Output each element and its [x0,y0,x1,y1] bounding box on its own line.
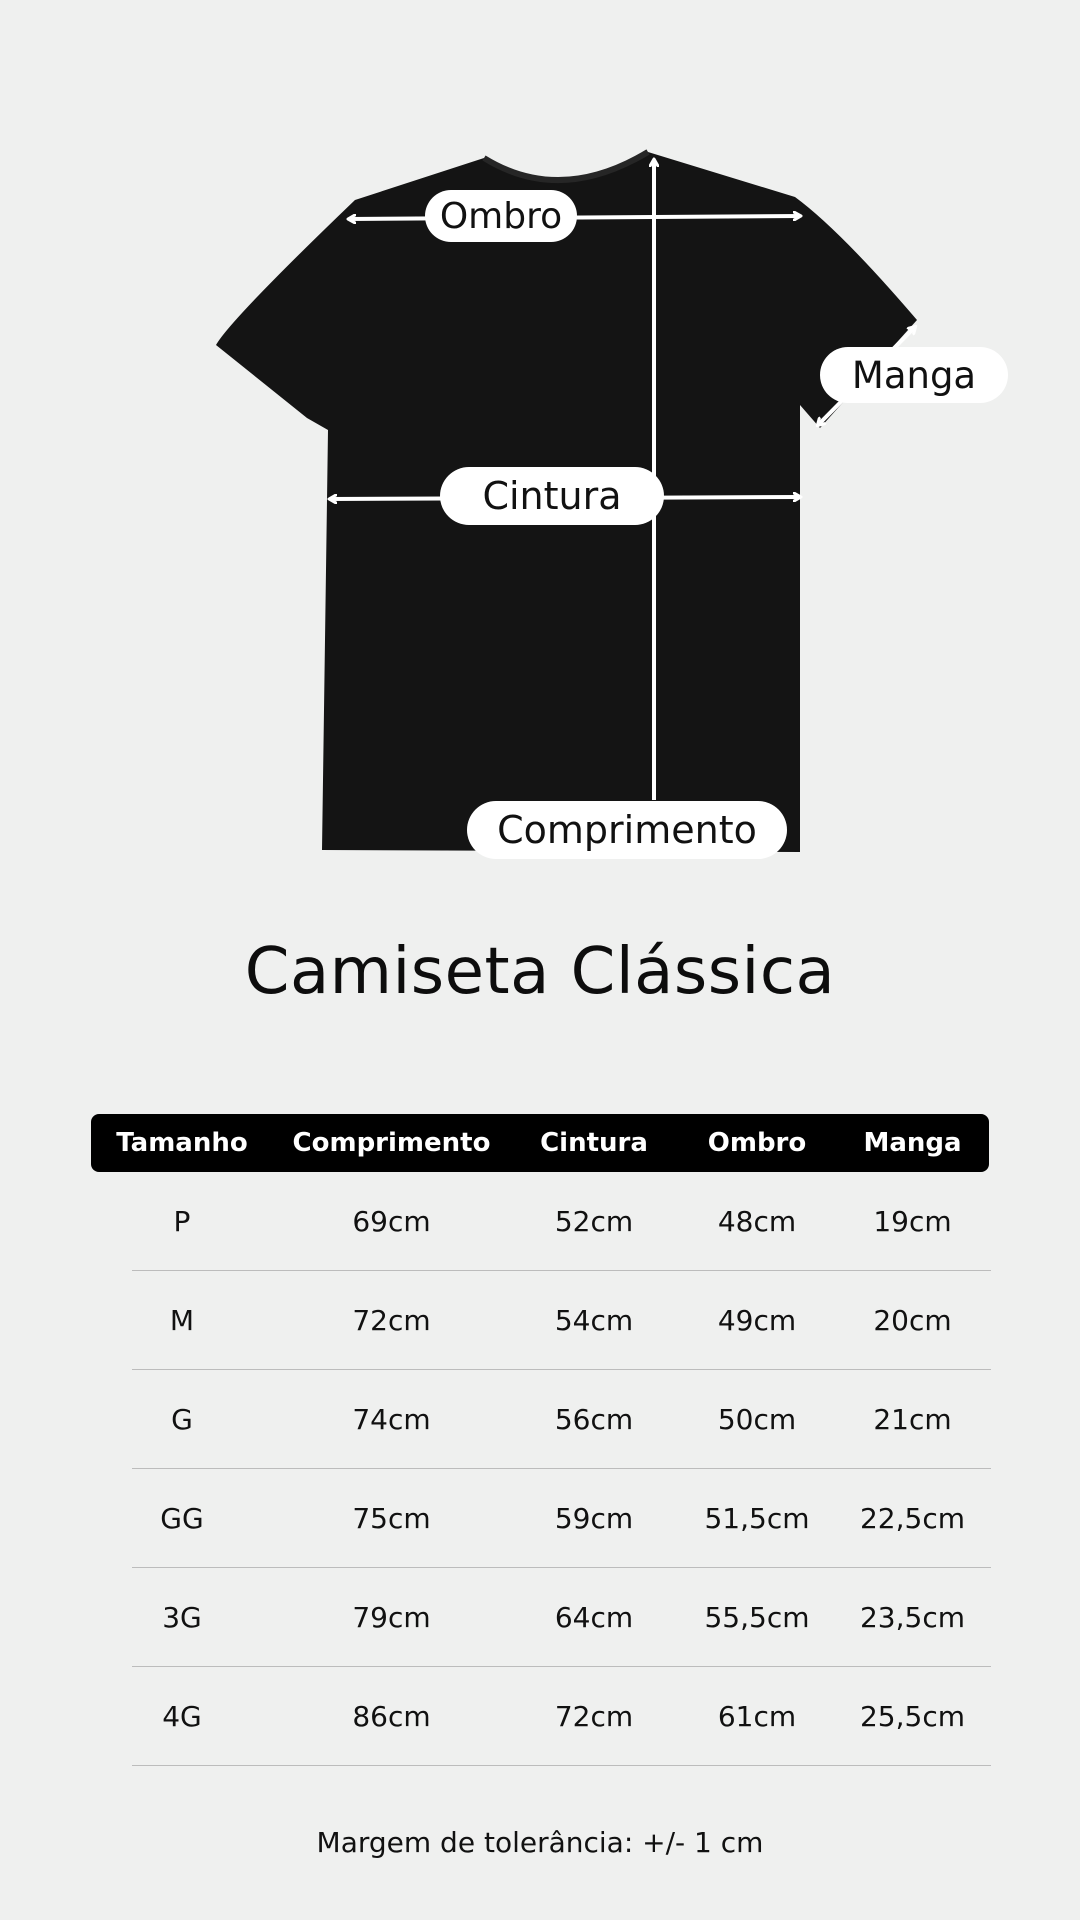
cell-cintura: 64cm [554,1601,634,1634]
cell-manga: 21cm [873,1403,952,1436]
cell-cintura: 54cm [554,1304,634,1337]
cell-manga: 25,5cm [859,1700,965,1733]
table-row [91,1568,989,1667]
table-header [91,1114,989,1172]
cell-tamanho: GG [160,1502,204,1535]
cell-ombro: 48cm [717,1205,797,1238]
cell-cintura: 52cm [554,1205,634,1238]
cell-comprimento: 74cm [352,1403,431,1436]
cell-cintura: 72cm [554,1700,634,1733]
cell-comprimento: 72cm [352,1304,431,1337]
cell-tamanho: 3G [162,1601,202,1634]
ombro-label: Ombro [425,190,577,242]
cell-comprimento: 69cm [352,1205,431,1238]
cell-tamanho: M [169,1304,195,1337]
cell-ombro: 61cm [717,1700,797,1733]
cell-manga: 23,5cm [859,1601,965,1634]
table-row [91,1172,989,1271]
cell-tamanho: P [173,1205,191,1238]
cell-manga: 20cm [873,1304,952,1337]
cell-cintura: 56cm [554,1403,634,1436]
cell-manga: 19cm [873,1205,952,1238]
cell-ombro: 50cm [717,1403,797,1436]
measurement-diagram [0,0,1080,880]
header-comprimento: Comprimento [292,1128,491,1158]
table-row [91,1667,989,1766]
cell-comprimento: 86cm [352,1700,431,1733]
table-row [91,1370,989,1469]
page-title: Camiseta Clássica [244,935,836,1009]
cintura-label: Cintura [440,467,664,525]
cell-tamanho: 4G [162,1700,202,1733]
cell-comprimento: 79cm [352,1601,431,1634]
table-row [91,1469,989,1568]
cell-cintura: 59cm [554,1502,634,1535]
manga-label: Manga [820,347,1008,403]
cell-ombro: 49cm [717,1304,797,1337]
cell-ombro: 51,5cm [704,1502,810,1535]
cell-ombro: 55,5cm [704,1601,810,1634]
cell-comprimento: 75cm [352,1502,431,1535]
comprimento-label: Comprimento [467,801,787,859]
header-ombro: Ombro [707,1128,807,1158]
table-row [91,1271,989,1370]
cell-tamanho: G [171,1403,193,1436]
size-table [91,1114,989,1766]
cell-manga: 22,5cm [859,1502,965,1535]
header-tamanho: Tamanho [116,1128,248,1158]
header-cintura: Cintura [540,1128,648,1158]
tolerance-note: Margem de tolerância: +/- 1 cm [316,1826,764,1859]
tshirt-diagram-svg [0,0,1080,880]
header-manga: Manga [863,1128,962,1158]
